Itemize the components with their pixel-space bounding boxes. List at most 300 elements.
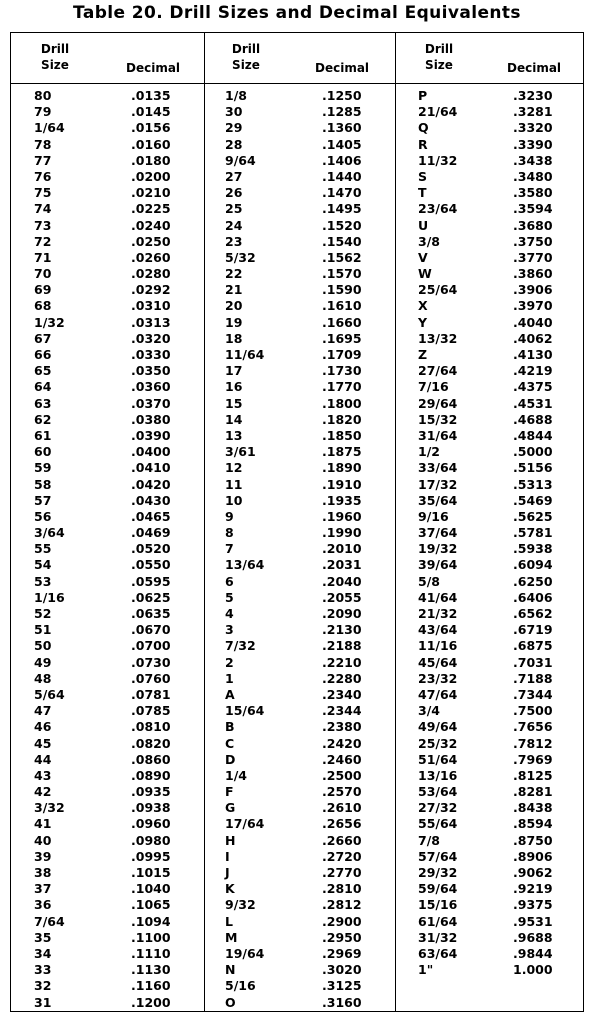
decimal-cell: .0635	[131, 606, 171, 621]
decimal-cell: .0145	[131, 104, 171, 120]
decimal-cell: .0938	[131, 800, 171, 816]
drill-size-cell: 9/64	[225, 152, 256, 168]
drill-size-cell: I	[225, 848, 230, 864]
decimal-cell: .1200	[131, 994, 171, 1010]
decimal-cell: .9062	[513, 865, 553, 880]
drill-size-cell: 27	[225, 168, 243, 184]
drill-size-cell: 13	[225, 427, 243, 443]
decimal-cell: .2340	[322, 686, 362, 702]
drill-size-cell: G	[225, 800, 236, 816]
decimal-cell: .1709	[322, 347, 362, 362]
drill-size-cell: 8	[225, 525, 234, 541]
drill-size-cell: 3/4	[418, 703, 440, 719]
decimal-cell: .5469	[513, 492, 553, 508]
decimal-cell: .4130	[513, 347, 553, 362]
drill-size-cell: 19/32	[418, 541, 458, 557]
drill-size-cell: C	[225, 735, 235, 751]
decimal-cell: .1935	[322, 492, 362, 508]
decimal-cell: .3020	[322, 962, 362, 978]
drill-size-cell: 41/64	[418, 589, 458, 605]
drill-size-cell: 55	[34, 541, 52, 557]
drill-size-cell: 57/64	[418, 848, 458, 864]
column-divider	[204, 33, 205, 1011]
drill-size-cell: 45/64	[418, 654, 458, 670]
drill-size-cell: 59	[34, 460, 52, 476]
drill-size-cell: 43/64	[418, 622, 458, 638]
decimal-cell: .1590	[322, 282, 362, 298]
decimal-cell: .3970	[513, 298, 553, 314]
decimal-cell: .1695	[322, 330, 362, 346]
decimal-cell: .1520	[322, 217, 362, 233]
decimal-cell: .5156	[513, 460, 553, 476]
decimal-cell: .0180	[131, 152, 171, 168]
decimal-cell: .2188	[322, 638, 362, 654]
drill-size-cell: J	[225, 865, 230, 880]
drill-size-cell: 39	[34, 848, 52, 864]
drill-size-cell: 52	[34, 606, 52, 621]
decimal-cell: .3480	[513, 168, 553, 184]
decimal-cell: .6875	[513, 638, 553, 654]
decimal-cell: .9219	[513, 881, 553, 897]
decimal-cell: .0820	[131, 735, 171, 751]
decimal-cell: .5781	[513, 525, 553, 541]
drill-size-cell: 28	[225, 136, 243, 152]
drill-size-cell: 49	[34, 654, 52, 670]
drill-size-cell: 7/16	[418, 379, 449, 395]
decimal-cell: .2720	[322, 848, 362, 864]
decimal-cell: .1405	[322, 136, 362, 152]
decimal-cell: .6719	[513, 622, 553, 638]
decimal-cell: .1100	[131, 929, 171, 945]
decimal-cell: .1540	[322, 233, 362, 249]
drill-size-cell: 35	[34, 929, 52, 945]
drill-size-cell: 45	[34, 735, 52, 751]
drill-size-cell: 47	[34, 703, 52, 719]
decimal-cell: .2280	[322, 670, 362, 686]
drill-size-cell: 53/64	[418, 784, 458, 800]
drill-size-cell: 1/4	[225, 767, 247, 783]
decimal-cell: .0625	[131, 589, 171, 605]
decimal-cell: .1130	[131, 962, 171, 978]
drill-size-cell: 47/64	[418, 686, 458, 702]
decimal-column	[131, 88, 171, 1011]
decimal-header: Decimal	[126, 61, 181, 75]
decimal-cell: .3580	[513, 185, 553, 201]
drill-size-cell: 29/32	[418, 865, 458, 880]
drill-size-cell: 23/32	[418, 670, 458, 686]
drill-size-cell: 33/64	[418, 460, 458, 476]
drill-size-cell: 53	[34, 573, 52, 589]
drill-size-cell: 9/16	[418, 508, 449, 524]
decimal-cell: .1470	[322, 185, 362, 201]
decimal-cell: .2950	[322, 929, 362, 945]
drill-size-cell: 79	[34, 104, 52, 120]
decimal-cell: .0370	[131, 395, 171, 411]
drill-size-cell: 32	[34, 978, 52, 994]
drill-size-cell: 42	[34, 784, 52, 800]
column-divider	[395, 33, 396, 1011]
decimal-cell: .0960	[131, 816, 171, 832]
drill-size-cell: 70	[34, 266, 52, 282]
decimal-cell: .8906	[513, 848, 553, 864]
drill-size-cell: 11/64	[225, 347, 265, 362]
drill-size-cell: 5/64	[34, 686, 65, 702]
drill-size-cell: 55/64	[418, 816, 458, 832]
drill-size-cell: 13/64	[225, 557, 265, 573]
drill-size-cell: 23	[225, 233, 243, 249]
drill-size-cell: 31/32	[418, 929, 458, 945]
decimal-cell: .0465	[131, 508, 171, 524]
drill-size-cell: 3	[225, 622, 234, 638]
size-column	[225, 88, 264, 1011]
decimal-cell: .3906	[513, 282, 553, 298]
drill-size-cell: 29/64	[418, 395, 458, 411]
decimal-cell: .0320	[131, 330, 171, 346]
drill-size-cell: 54	[34, 557, 52, 573]
decimal-cell: .1562	[322, 249, 362, 265]
drill-size-cell: 24	[225, 217, 243, 233]
decimal-cell: .1495	[322, 201, 362, 217]
decimal-cell: .1875	[322, 444, 362, 460]
drill-size-cell: 21/64	[418, 104, 458, 120]
drill-size-cell: 73	[34, 217, 52, 233]
drill-size-cell: 69	[34, 282, 52, 298]
decimal-cell: .7500	[513, 703, 553, 719]
drill-size-cell: 1/32	[34, 314, 65, 330]
drill-size-cell: 44	[34, 751, 52, 767]
drill-size-cell: 21/32	[418, 606, 458, 621]
drill-size-cell: 37/64	[418, 525, 458, 541]
drill-size-cell: V	[418, 249, 428, 265]
decimal-cell: .7188	[513, 670, 553, 686]
drill-size-cell: 3/64	[34, 525, 65, 541]
drill-size-cell: 10	[225, 492, 243, 508]
decimal-cell: .0210	[131, 185, 171, 201]
drill-size-cell: 38	[34, 865, 52, 880]
decimal-cell: .3281	[513, 104, 553, 120]
decimal-cell: .2810	[322, 881, 362, 897]
decimal-cell: .0980	[131, 832, 171, 848]
drill-size-cell: 72	[34, 233, 52, 249]
decimal-cell: .2656	[322, 816, 362, 832]
decimal-cell: .1820	[322, 411, 362, 427]
decimal-cell: .0700	[131, 638, 171, 654]
decimal-header: Decimal	[507, 61, 562, 75]
drill-size-cell: 11	[225, 476, 243, 492]
decimal-cell: .1015	[131, 865, 171, 880]
decimal-cell: .2040	[322, 573, 362, 589]
decimal-cell: .0360	[131, 379, 171, 395]
drill-size-cell: 7	[225, 541, 234, 557]
drill-size-cell: L	[225, 913, 233, 929]
drill-size-cell: 6	[225, 573, 234, 589]
decimal-cell: .4531	[513, 395, 553, 411]
decimal-cell: .3390	[513, 136, 553, 152]
decimal-cell: .2969	[322, 945, 362, 961]
drill-size-cell: A	[225, 686, 235, 702]
decimal-cell: .6250	[513, 573, 553, 589]
decimal-cell: .0160	[131, 136, 171, 152]
decimal-cell: .2570	[322, 784, 362, 800]
decimal-cell: .5625	[513, 508, 553, 524]
drill-size-cell: F	[225, 784, 234, 800]
drill-size-cell: 19/64	[225, 945, 265, 961]
decimal-cell: .4375	[513, 379, 553, 395]
drill-size-cell: 62	[34, 411, 52, 427]
decimal-cell: .2610	[322, 800, 362, 816]
decimal-cell: 1.000	[513, 962, 553, 978]
drill-size-cell: 23/64	[418, 201, 458, 217]
decimal-cell: .0292	[131, 282, 171, 298]
size-column	[418, 88, 457, 978]
drill-size-cell: 5/16	[225, 978, 256, 994]
drill-size-cell: 64	[34, 379, 52, 395]
drill-size-cell: 17	[225, 363, 243, 379]
drill-size-cell: B	[225, 719, 235, 735]
drill-size-cell: 15/32	[418, 411, 458, 427]
decimal-cell: .2031	[322, 557, 362, 573]
drill-size-cell: 74	[34, 201, 52, 217]
decimal-cell: .0400	[131, 444, 171, 460]
decimal-cell: .2812	[322, 897, 362, 913]
decimal-cell: .4219	[513, 363, 553, 379]
drill-size-cell: K	[225, 881, 235, 897]
decimal-cell: .1910	[322, 476, 362, 492]
drill-size-cell: 59/64	[418, 881, 458, 897]
decimal-cell: .6094	[513, 557, 553, 573]
drill-size-cell: 29	[225, 120, 243, 136]
drill-size-cell: 18	[225, 330, 243, 346]
drill-size-table	[10, 32, 584, 1012]
decimal-cell: .2010	[322, 541, 362, 557]
drill-size-cell: O	[225, 994, 236, 1010]
decimal-cell: .0250	[131, 233, 171, 249]
decimal-cell: .3160	[322, 994, 362, 1010]
drill-size-cell: 25/64	[418, 282, 458, 298]
drill-size-cell: 80	[34, 88, 52, 103]
drill-size-cell: 7/8	[418, 832, 440, 848]
drill-size-cell: 31	[34, 994, 52, 1010]
decimal-cell: .7031	[513, 654, 553, 670]
decimal-cell: .3438	[513, 152, 553, 168]
drill-size-cell: 1	[225, 670, 234, 686]
decimal-cell: .7969	[513, 751, 553, 767]
drill-size-cell: 15	[225, 395, 243, 411]
drill-size-cell: 1"	[418, 962, 434, 978]
decimal-cell: .1990	[322, 525, 362, 541]
decimal-cell: .2900	[322, 913, 362, 929]
decimal-cell: .0200	[131, 168, 171, 184]
decimal-cell: .0410	[131, 460, 171, 476]
drill-size-cell: 51	[34, 622, 52, 638]
decimal-cell: .0550	[131, 557, 171, 573]
drill-size-cell: 25	[225, 201, 243, 217]
decimal-cell: .1094	[131, 913, 171, 929]
decimal-cell: .1770	[322, 379, 362, 395]
drill-size-header: Drill Size	[231, 42, 261, 72]
decimal-cell: .0330	[131, 347, 171, 362]
decimal-cell: .0380	[131, 411, 171, 427]
decimal-cell: .0781	[131, 686, 171, 702]
drill-size-cell: 40	[34, 832, 52, 848]
decimal-cell: .6562	[513, 606, 553, 621]
decimal-cell: .1440	[322, 168, 362, 184]
decimal-cell: .2380	[322, 719, 362, 735]
drill-size-cell: 14	[225, 411, 243, 427]
drill-size-header: Drill Size	[40, 42, 70, 72]
drill-size-cell: 48	[34, 670, 52, 686]
decimal-cell: .1960	[322, 508, 362, 524]
drill-size-cell: 17/32	[418, 476, 458, 492]
decimal-cell: .0760	[131, 670, 171, 686]
drill-size-cell: 35/64	[418, 492, 458, 508]
drill-size-cell: 21	[225, 282, 243, 298]
decimal-cell: .3125	[322, 978, 362, 994]
drill-size-cell: 77	[34, 152, 52, 168]
drill-size-cell: 3/32	[34, 800, 65, 816]
decimal-cell: .0313	[131, 314, 171, 330]
drill-size-cell: 22	[225, 266, 243, 282]
decimal-cell: .0520	[131, 541, 171, 557]
decimal-cell: .8594	[513, 816, 553, 832]
drill-size-cell: 30	[225, 104, 243, 120]
decimal-cell: .7656	[513, 719, 553, 735]
decimal-cell: .1660	[322, 314, 362, 330]
drill-size-cell: 41	[34, 816, 52, 832]
drill-size-cell: 51/64	[418, 751, 458, 767]
decimal-cell: .0156	[131, 120, 171, 136]
drill-size-cell: 5/8	[418, 573, 440, 589]
decimal-cell: .0860	[131, 751, 171, 767]
drill-size-cell: 66	[34, 347, 52, 362]
drill-size-cell: 75	[34, 185, 52, 201]
header-rule	[11, 83, 583, 84]
drill-size-cell: W	[418, 266, 432, 282]
decimal-cell: .0420	[131, 476, 171, 492]
drill-size-cell: 63	[34, 395, 52, 411]
decimal-cell: .9375	[513, 897, 553, 913]
drill-size-cell: 12	[225, 460, 243, 476]
drill-size-cell: U	[418, 217, 429, 233]
drill-size-cell: H	[225, 832, 236, 848]
decimal-cell: .0310	[131, 298, 171, 314]
drill-size-cell: 39/64	[418, 557, 458, 573]
decimal-cell: .4062	[513, 330, 553, 346]
decimal-cell: .5313	[513, 476, 553, 492]
drill-size-cell: 11/16	[418, 638, 458, 654]
drill-size-cell: 7/32	[225, 638, 256, 654]
decimal-cell: .2130	[322, 622, 362, 638]
drill-size-cell: Y	[418, 314, 428, 330]
decimal-cell: .1850	[322, 427, 362, 443]
drill-size-cell: 17/64	[225, 816, 265, 832]
decimal-cell: .3594	[513, 201, 553, 217]
decimal-cell: .0730	[131, 654, 171, 670]
decimal-cell: .2460	[322, 751, 362, 767]
drill-size-cell: 50	[34, 638, 52, 654]
drill-size-cell: 20	[225, 298, 243, 314]
drill-size-cell: 1/8	[225, 88, 247, 103]
drill-size-cell: R	[418, 136, 428, 152]
decimal-cell: .0280	[131, 266, 171, 282]
drill-size-cell: D	[225, 751, 236, 767]
drill-size-cell: 5	[225, 589, 234, 605]
drill-size-cell: M	[225, 929, 238, 945]
decimal-cell: .7344	[513, 686, 553, 702]
decimal-column	[322, 88, 362, 1011]
drill-size-cell: 61/64	[418, 913, 458, 929]
decimal-cell: .8750	[513, 832, 553, 848]
decimal-cell: .0260	[131, 249, 171, 265]
drill-size-cell: 76	[34, 168, 52, 184]
decimal-cell: .1800	[322, 395, 362, 411]
drill-size-cell: 25/32	[418, 735, 458, 751]
drill-size-cell: 34	[34, 945, 52, 961]
decimal-cell: .2210	[322, 654, 362, 670]
drill-size-cell: 58	[34, 476, 52, 492]
decimal-cell: .0390	[131, 427, 171, 443]
drill-size-cell: 1/64	[34, 120, 65, 136]
drill-size-cell: 61	[34, 427, 52, 443]
decimal-cell: .0670	[131, 622, 171, 638]
drill-size-cell: X	[418, 298, 428, 314]
decimal-cell: .0995	[131, 848, 171, 864]
drill-size-cell: 5/32	[225, 249, 256, 265]
drill-size-cell: 15/64	[225, 703, 265, 719]
decimal-cell: .2090	[322, 606, 362, 621]
decimal-cell: .1570	[322, 266, 362, 282]
decimal-cell: .0595	[131, 573, 171, 589]
drill-size-cell: 31/64	[418, 427, 458, 443]
decimal-cell: .1040	[131, 881, 171, 897]
decimal-cell: .2420	[322, 735, 362, 751]
drill-size-cell: 46	[34, 719, 52, 735]
decimal-cell: .0469	[131, 525, 171, 541]
drill-size-cell: 78	[34, 136, 52, 152]
decimal-cell: .5000	[513, 444, 553, 460]
drill-size-cell: S	[418, 168, 428, 184]
decimal-cell: .3750	[513, 233, 553, 249]
drill-size-header: Drill Size	[424, 42, 454, 72]
drill-size-cell: 57	[34, 492, 52, 508]
drill-size-cell: 19	[225, 314, 243, 330]
drill-size-cell: 65	[34, 363, 52, 379]
decimal-cell: .8125	[513, 767, 553, 783]
drill-size-cell: 16	[225, 379, 243, 395]
drill-size-cell: 13/16	[418, 767, 458, 783]
drill-size-cell: 1/2	[418, 444, 440, 460]
decimal-cell: .8438	[513, 800, 553, 816]
decimal-cell: .9531	[513, 913, 553, 929]
decimal-cell: .1110	[131, 945, 171, 961]
decimal-cell: .4844	[513, 427, 553, 443]
decimal-cell: .0810	[131, 719, 171, 735]
decimal-cell: .1285	[322, 104, 362, 120]
decimal-cell: .3680	[513, 217, 553, 233]
drill-size-cell: 36	[34, 897, 52, 913]
decimal-cell: .2660	[322, 832, 362, 848]
decimal-cell: .1160	[131, 978, 171, 994]
drill-size-cell: 9	[225, 508, 234, 524]
decimal-cell: .1406	[322, 152, 362, 168]
decimal-cell: .7812	[513, 735, 553, 751]
page-title: Table 20. Drill Sizes and Decimal Equivalents	[73, 3, 521, 23]
decimal-cell: .0225	[131, 201, 171, 217]
drill-size-cell: 56	[34, 508, 52, 524]
decimal-cell: .3770	[513, 249, 553, 265]
decimal-cell: .6406	[513, 589, 553, 605]
decimal-cell: .0785	[131, 703, 171, 719]
